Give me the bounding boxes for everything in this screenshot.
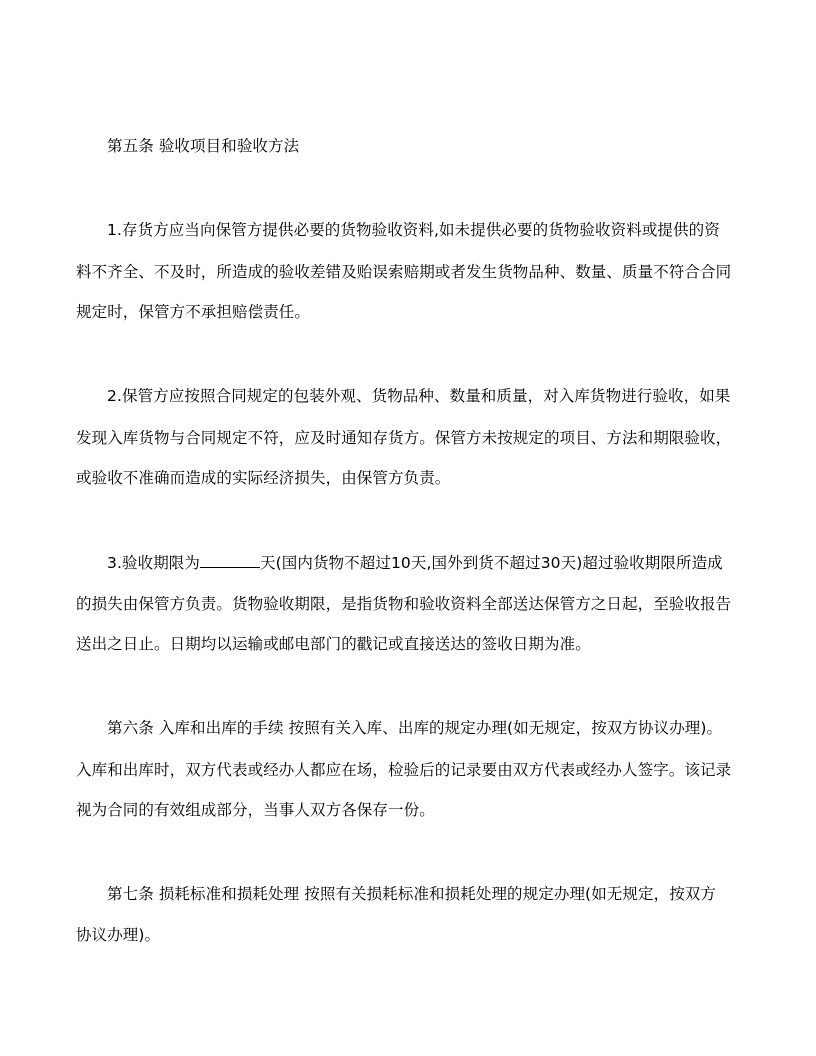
paragraph-3-line-1 bbox=[107, 553, 723, 573]
paragraph-4-line-3: 视为合同的有效组成部分，当事人双方各保存一份。 bbox=[76, 801, 435, 819]
paragraph-4-line-1: 第六条 入库和出库的手续 按照有关入库、出库的规定办理(如无规定，按双方协议办理)。 bbox=[107, 719, 723, 737]
paragraph-3-line-1-prefix: 3.验收期限为 bbox=[107, 554, 200, 572]
paragraph-5-line-2: 协议办理)。 bbox=[76, 926, 161, 944]
paragraph-1-line-2: 料不齐全、不及时，所造成的验收差错及贻误索赔期或者发生货物品种、数量、质量不符合合同 bbox=[76, 263, 732, 281]
paragraph-3-line-2: 的损失由保管方负责。货物验收期限，是指货物和验收资料全部送达保管方之日起，至验收报告 bbox=[76, 595, 732, 613]
paragraph-2-line-1: 2.保管方应按照合同规定的包装外观、货物品种、数量和质量，对入库货物进行验收，如果 bbox=[107, 387, 731, 405]
paragraph-1-line-1: 1.存货方应当向保管方提供必要的货物验收资料,如未提供必要的货物验收资料或提供的资 bbox=[107, 221, 720, 239]
paragraph-4-line-2: 入库和出库时，双方代表或经办人都应在场，检验后的记录要由双方代表或经办人签字。该记录 bbox=[76, 761, 732, 779]
section-heading: 第五条 验收项目和验收方法 bbox=[107, 137, 300, 155]
paragraph-2-line-2: 发现入库货物与合同规定不符，应及时通知存货方。保管方未按规定的项目、方法和期限验收， bbox=[76, 429, 732, 447]
paragraph-3-line-3: 送出之日止。日期均以运输或邮电部门的戳记或直接送达的签收日期为准。 bbox=[76, 635, 591, 653]
paragraph-5-line-1: 第七条 损耗标准和损耗处理 按照有关损耗标准和损耗处理的规定办理(如无规定，按双方 bbox=[107, 885, 717, 903]
paragraph-3-line-1-suffix: 天(国内货物不超过10天,国外到货不超过30天)超过验收期限所造成 bbox=[260, 554, 723, 572]
paragraph-2-line-3: 或验收不准确而造成的实际经济损失，由保管方负责。 bbox=[76, 469, 451, 487]
fill-in-blank bbox=[200, 553, 260, 568]
paragraph-1-line-3: 规定时，保管方不承担赔偿责任。 bbox=[76, 303, 311, 321]
